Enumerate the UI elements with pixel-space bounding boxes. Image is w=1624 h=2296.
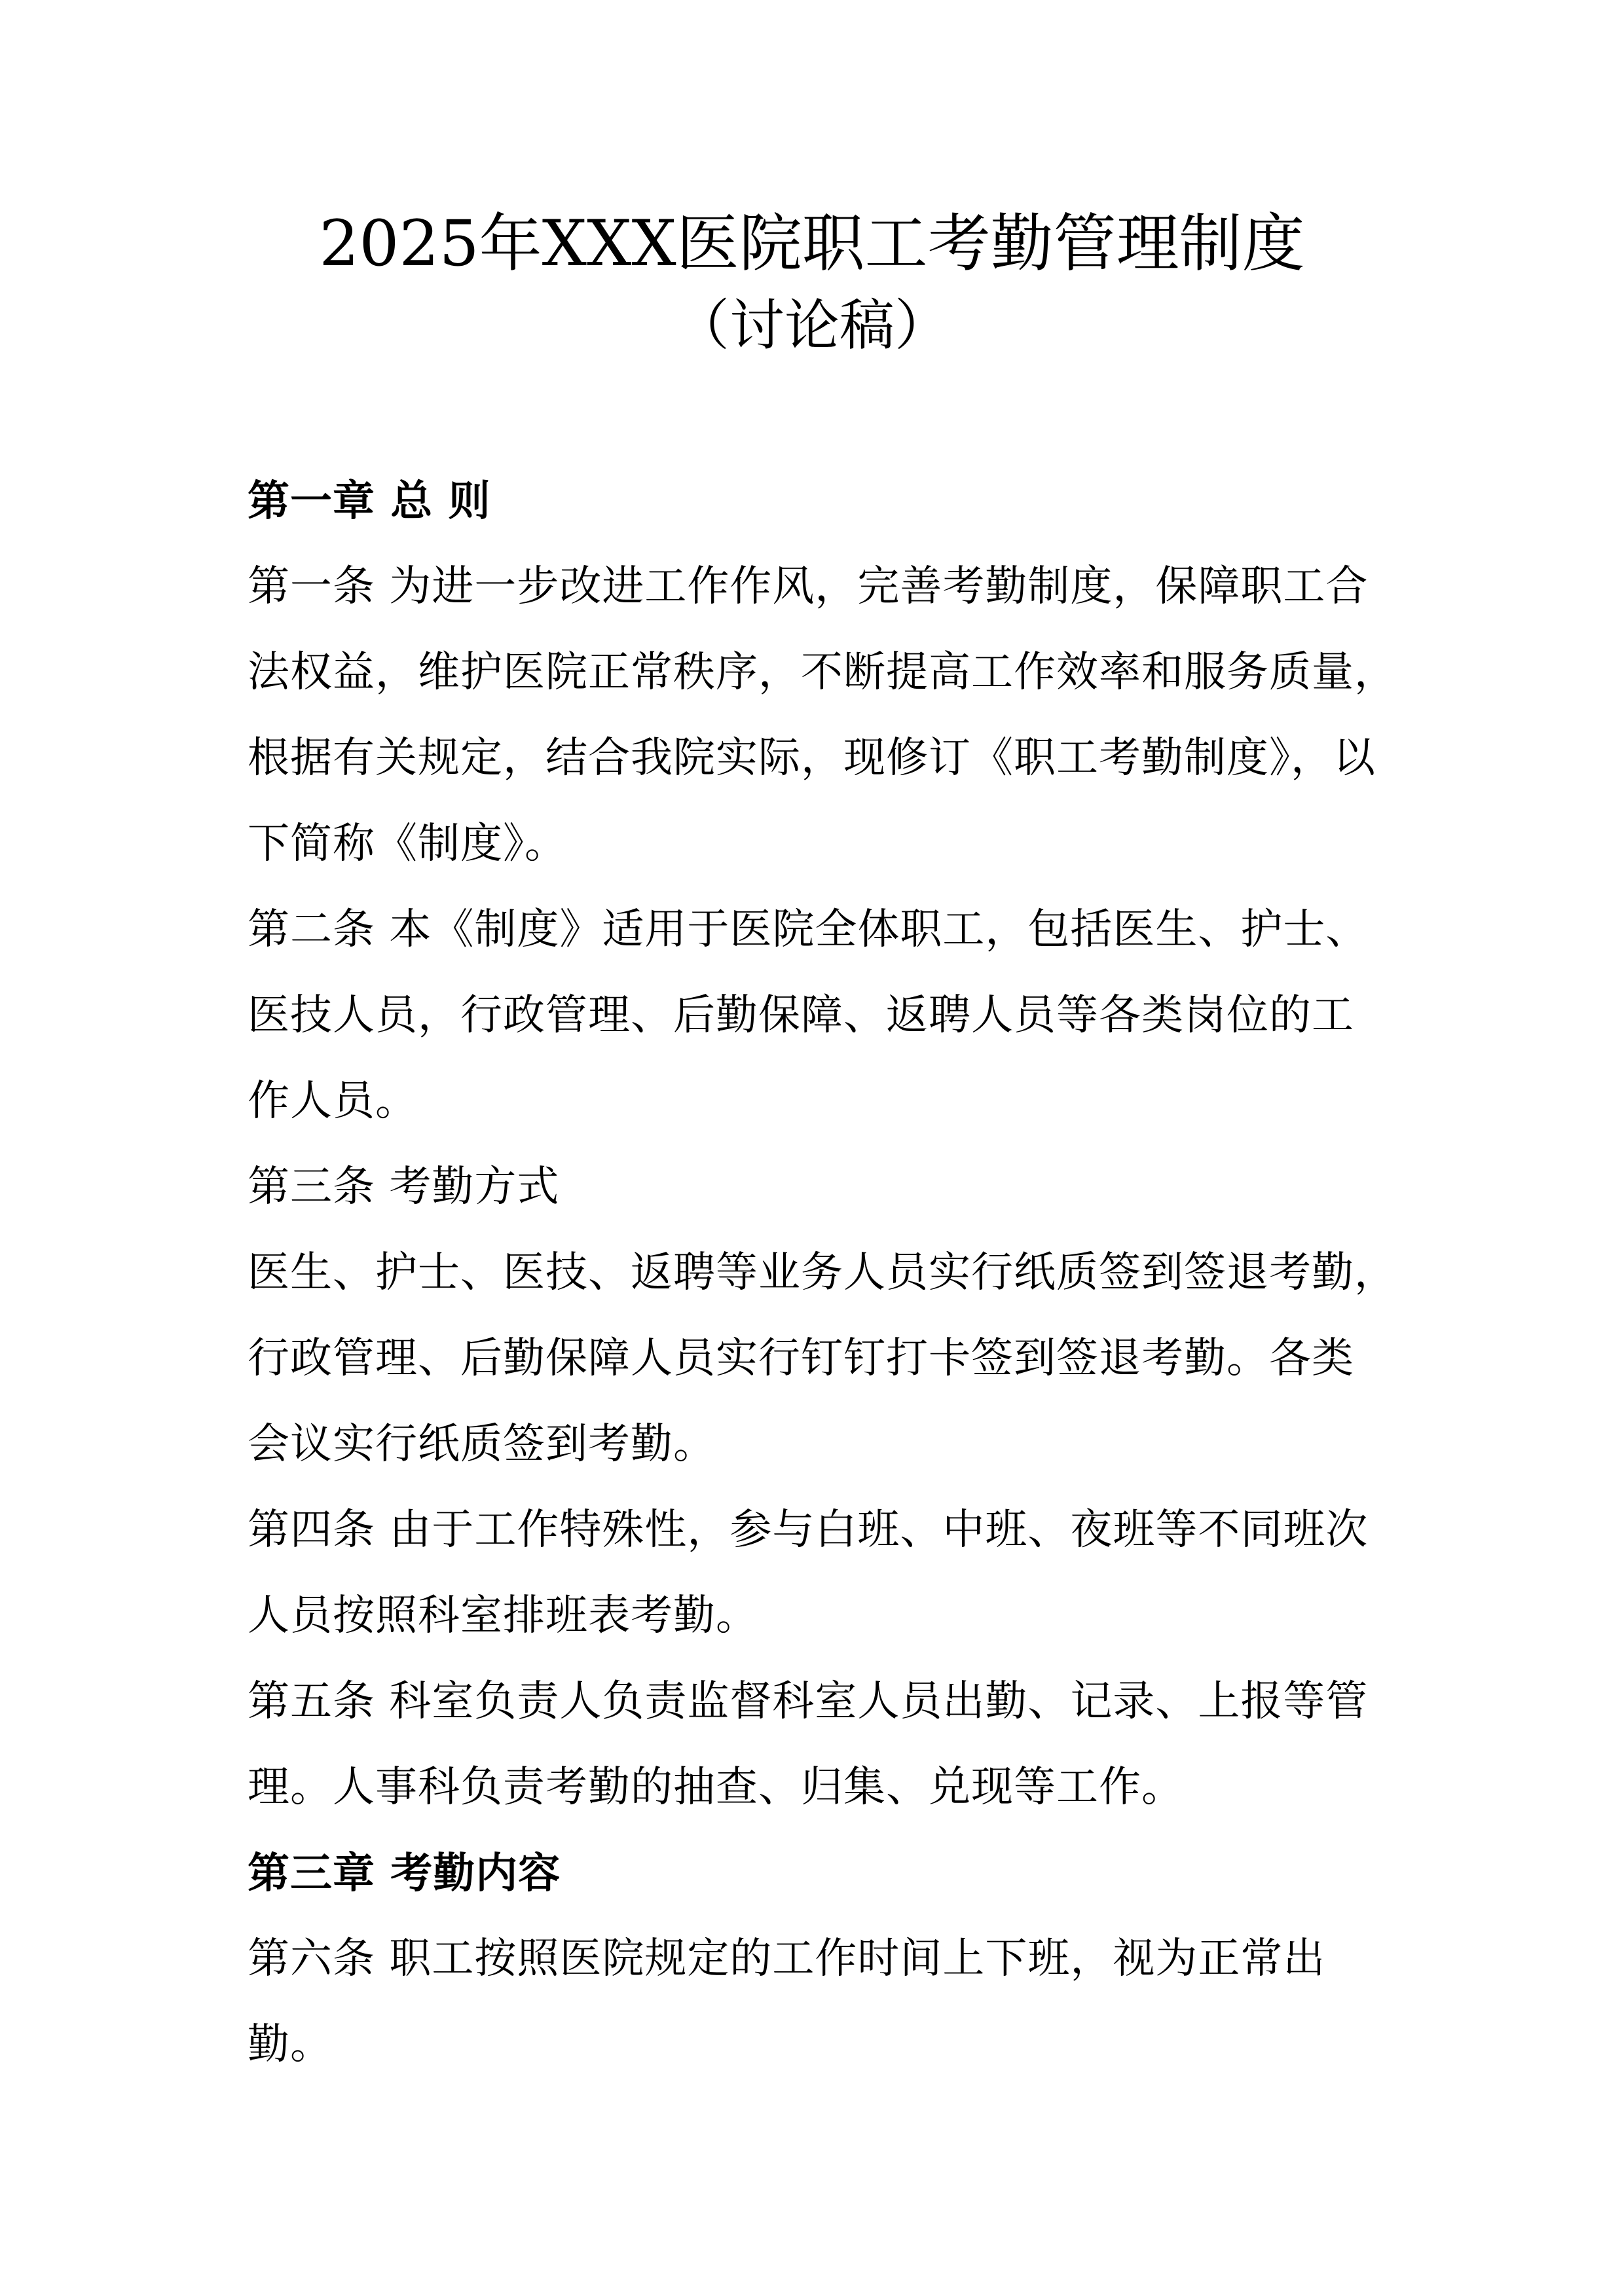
article-4-line-2: 人员按照科室排班表考勤。 bbox=[248, 1592, 758, 1640]
document-subtitle: （讨论稿） bbox=[674, 293, 950, 357]
article-6-line-1: 第六条 职工按照医院规定的工作时间上下班，视为正常出 bbox=[248, 1935, 1326, 1983]
article-1-line-2: 法权益，维护医院正常秩序，不断提高工作效率和服务质量， bbox=[248, 648, 1397, 697]
article-3-heading: 第三条 考勤方式 bbox=[248, 1163, 560, 1211]
article-5-line-1: 第五条 科室负责人负责监督科室人员出勤、记录、上报等管 bbox=[248, 1677, 1369, 1726]
article-3-line-3: 会议实行纸质签到考勤。 bbox=[248, 1420, 716, 1468]
article-5-line-2: 理。人事科负责考勤的抽查、归集、兑现等工作。 bbox=[248, 1763, 1184, 1812]
chapter-heading-3: 第三章 考勤内容 bbox=[248, 1849, 561, 1898]
article-3-line-1: 医生、护士、医技、返聘等业务人员实行纸质签到签退考勤， bbox=[248, 1248, 1397, 1297]
article-6-line-2: 勤。 bbox=[248, 2020, 333, 2069]
article-1-line-4: 下简称《制度》。 bbox=[248, 820, 567, 868]
article-2-line-1: 第二条 本《制度》适用于医院全体职工，包括医生、护士、 bbox=[248, 905, 1369, 954]
chapter-heading-1: 第一章 总 则 bbox=[248, 477, 491, 526]
article-2-line-2: 医技人员，行政管理、后勤保障、返聘人员等各类岗位的工 bbox=[248, 991, 1354, 1040]
article-3-line-2: 行政管理、后勤保障人员实行钉钉打卡签到签退考勤。各类 bbox=[248, 1334, 1354, 1383]
article-1-line-1: 第一条 为进一步改进工作作风，完善考勤制度，保障职工合 bbox=[248, 562, 1369, 611]
article-1-line-3: 根据有关规定，结合我院实际，现修订《职工考勤制度》，以 bbox=[248, 734, 1376, 782]
document-body bbox=[248, 458, 1397, 2088]
document-title: 2025年XXX医院职工考勤管理制度 bbox=[319, 207, 1305, 280]
article-4-line-1: 第四条 由于工作特殊性，参与白班、中班、夜班等不同班次 bbox=[248, 1506, 1369, 1554]
article-2-line-3: 作人员。 bbox=[248, 1077, 418, 1125]
